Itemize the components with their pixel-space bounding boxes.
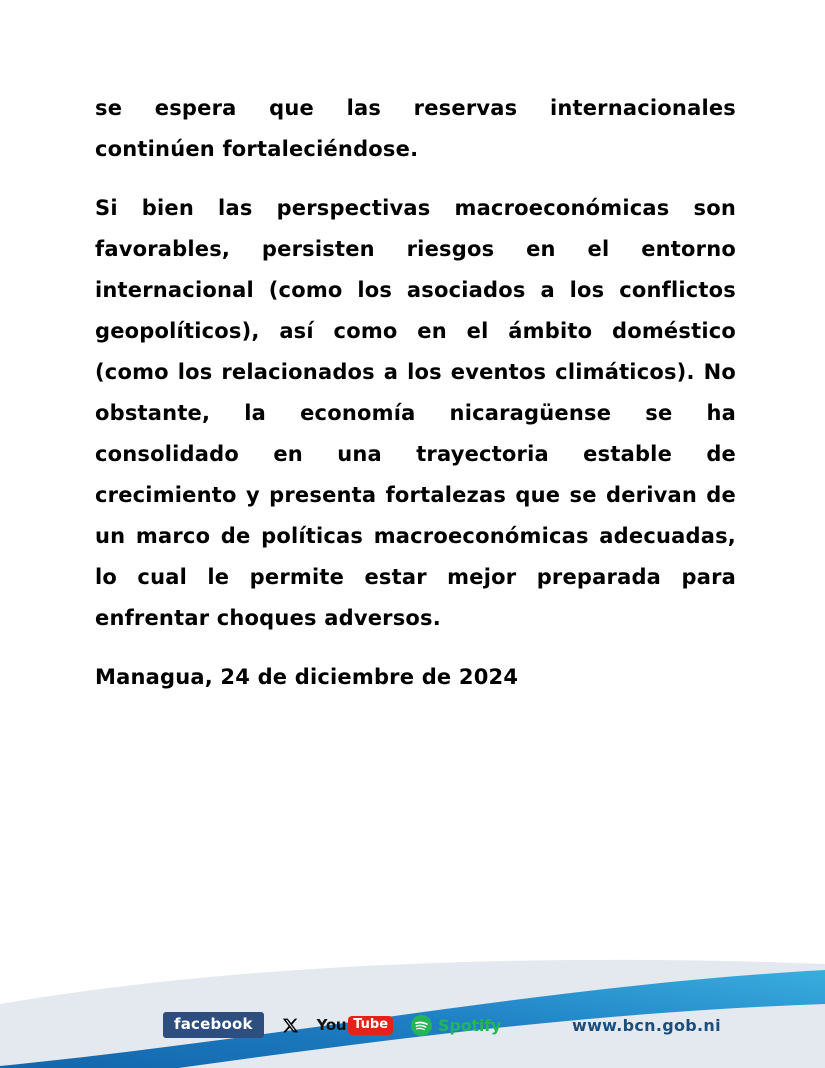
facebook-wordmark: facebook [174, 1015, 253, 1033]
x-twitter-icon [282, 1017, 299, 1034]
page-footer [0, 908, 825, 1068]
body-paragraph-1: se espera que las reservas internacionales continúen fortaleciéndose. [95, 96, 736, 161]
spotify-icon [411, 1015, 432, 1036]
youtube-link[interactable] [317, 1016, 393, 1035]
facebook-link[interactable] [163, 1012, 264, 1038]
youtube-you-label: You [316, 1016, 347, 1034]
spotify-label: Spotify [438, 1015, 502, 1035]
document-body [95, 88, 736, 698]
dateline: Managua, 24 de diciembre de 2024 [95, 665, 519, 689]
footer-wave-graphic [0, 908, 825, 1068]
spotify-link[interactable] [411, 1015, 501, 1036]
x-twitter-link[interactable] [282, 1017, 299, 1034]
body-paragraph-2: Si bien las perspectivas macroeconómicas son favorables, persisten riesgos en el entorno internacional (como los asociados a los conflictos geopolíticos), así como en el ámbito doméstico (como los relacionados a los eventos climáticos). No obstante, la economía nicaragüense se ha consolidado en una trayectoria estable de crecimiento y presenta fortalezas que se derivan de un marco de políticas macroeconómicas adecuadas, lo cual le permite estar mejor preparada para enfrentar choques adversos. [95, 196, 736, 630]
social-links [163, 1010, 501, 1040]
youtube-tube-badge: Tube [348, 1016, 393, 1035]
website-link[interactable]: www.bcn.gob.ni [572, 1016, 721, 1035]
